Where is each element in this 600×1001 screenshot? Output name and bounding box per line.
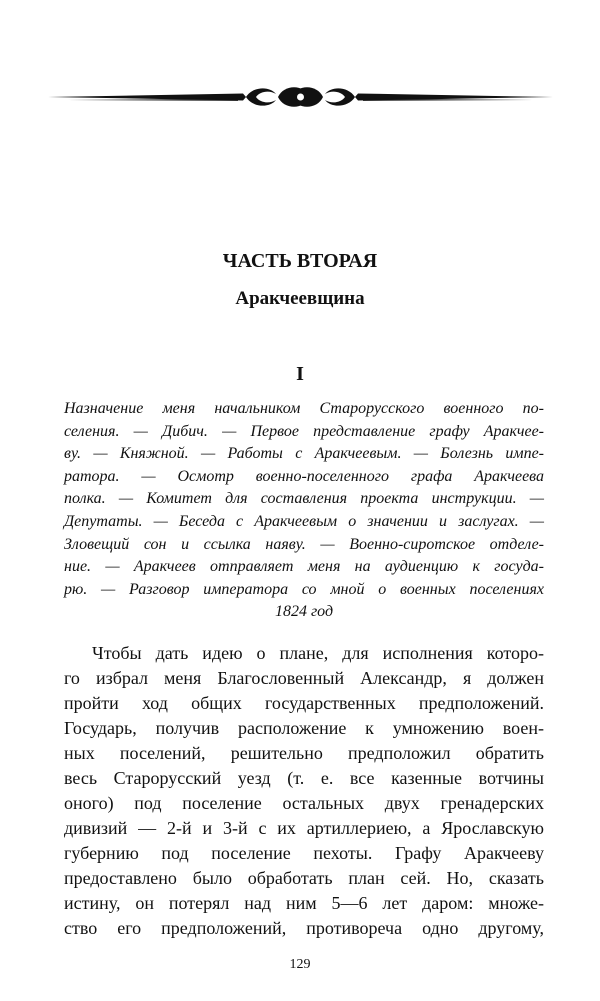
part-subtitle: Аракчеевщина — [235, 288, 365, 309]
body-line: губернию под поселение пехоты. Графу Аракчееву — [64, 843, 544, 863]
synopsis-line: рю. — Разговор императора со мной о военных поселениях — [64, 580, 544, 598]
part-title: ЧАСТЬ ВТОРАЯ — [222, 250, 378, 272]
page-number: 129 — [289, 957, 311, 972]
body-line: дивизий — 2-й и 3-й с их артиллериею, а Ярославскую — [64, 818, 544, 838]
decorative-flourish-icon — [48, 78, 553, 118]
synopsis-line: Депутаты. — Беседа с Аракчеевым о значении и заслугах. — — [64, 512, 544, 530]
body-line: истину, он потерял над ним 5—6 лет даром: множе- — [64, 893, 544, 913]
synopsis-line: ние. — Аракчеев отправляет меня на аудиенцию к госуда- — [64, 558, 544, 576]
synopsis-line: полка. — Комитет для составления проекта инструкции. — — [64, 490, 544, 508]
body-line: пройти ход общих государственных предположений. — [64, 693, 544, 713]
body-line: го избрал меня Благословенный Александр, я должен — [64, 668, 544, 688]
synopsis-line: ву. — Княжной. — Работы с Аракчеевым. — Болезнь импе- — [64, 445, 544, 463]
synopsis-year: 1824 год — [274, 603, 334, 621]
body-line: ных поселений, решительно предположил обратить — [64, 743, 544, 763]
body-line: Чтобы дать идею о плане, для исполнения которо- — [92, 643, 544, 663]
body-line: оного) под поселение остальных двух гренадерских — [64, 793, 544, 813]
synopsis-line: селения. — Дибич. — Первое представление графу Аракчее- — [64, 422, 544, 440]
synopsis-line: ратора. — Осмотр военно-поселенного графа Аракчеева — [64, 467, 544, 485]
body-line: ство его предположений, противореча одно другому, — [64, 918, 544, 938]
body-paragraph — [64, 641, 544, 941]
synopsis-line: Назначение меня начальником Старорусского военного по- — [64, 400, 544, 417]
chapter-synopsis — [64, 398, 544, 624]
body-line: весь Старорусский уезд (т. е. все казенные вотчины — [64, 768, 544, 788]
synopsis-line: Зловещий сон и ссылка наяву. — Военно-сиротское отделе- — [64, 535, 544, 553]
body-line: предоставлено было обработать план сей. Но, сказать — [64, 868, 544, 888]
body-line: Государь, получив расположение к умножению воен- — [64, 718, 544, 738]
chapter-number: I — [296, 363, 304, 385]
